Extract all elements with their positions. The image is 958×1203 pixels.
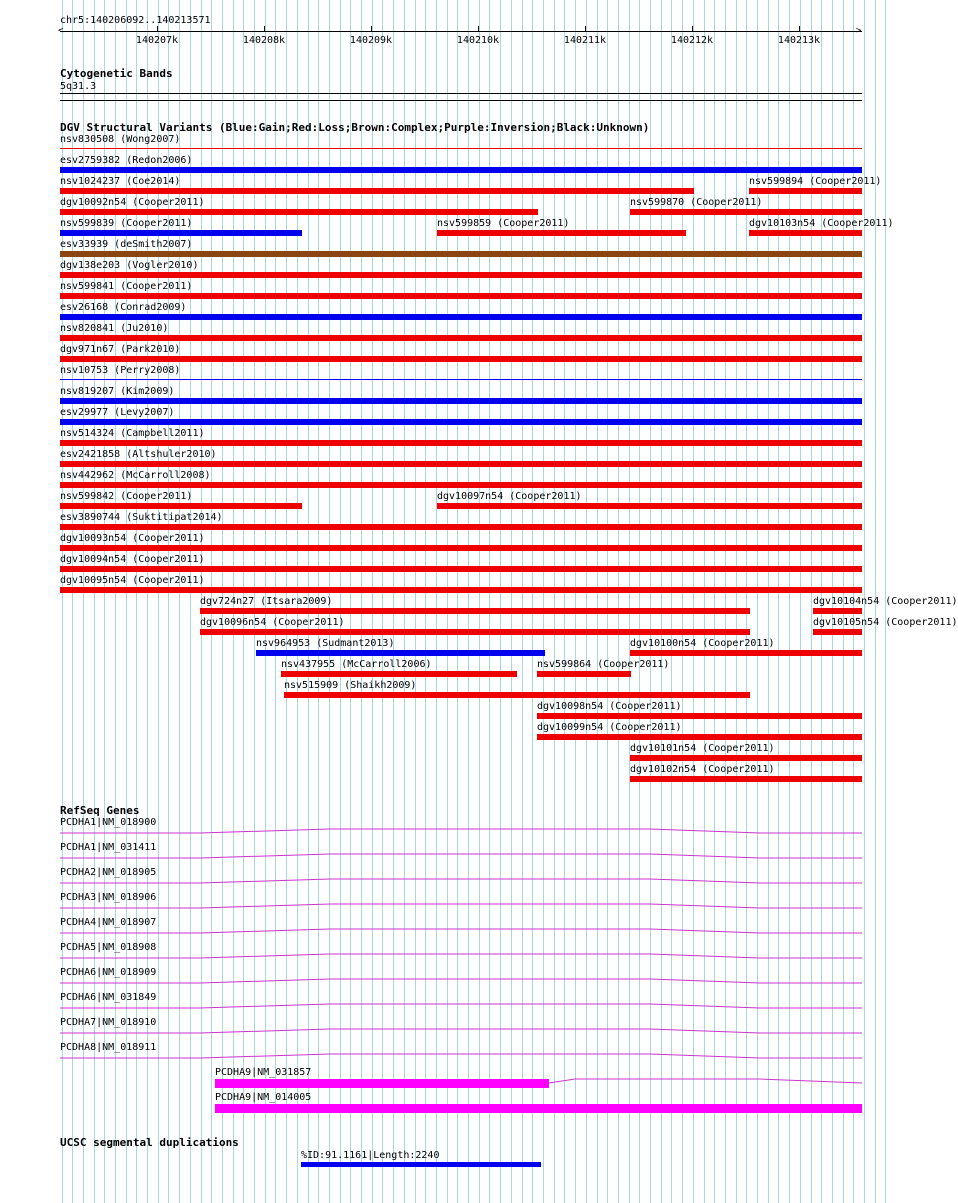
refseq-gene-intron-line[interactable] [60,954,862,958]
segdup-bar[interactable] [301,1162,541,1167]
dgv-variant-label[interactable]: dgv10100n54 (Cooper2011) [630,638,775,649]
ruler-tick-label: 140211k [563,35,607,46]
ruler-position: chr5:140206092..140213571 [60,15,211,26]
dgv-variant-label[interactable]: nsv819207 (Kim2009) [60,386,175,397]
refseq-gene-intron-line[interactable] [60,1029,862,1033]
refseq-gene-intron-line[interactable] [60,979,862,983]
segdup-label[interactable]: %ID:91.1161|Length:2240 [301,1150,440,1161]
dgv-variant-label[interactable]: nsv599864 (Cooper2011) [537,659,670,670]
dgv-variant-label[interactable]: esv33939 (deSmith2007) [60,239,193,250]
refseq-gene-exon[interactable] [215,1104,862,1113]
refseq-gene-label[interactable]: PCDHA9|NM_031857 [215,1067,312,1078]
refseq-gene-label[interactable]: PCDHA7|NM_018910 [60,1017,157,1028]
dgv-variant-label[interactable]: nsv820841 (Ju2010) [60,323,169,334]
refseq-gene-label[interactable]: PCDHA1|NM_031411 [60,842,157,853]
dgv-variant-label[interactable]: dgv10095n54 (Cooper2011) [60,575,205,586]
ruler-tick-label: 140210k [456,35,500,46]
dgv-variant-label[interactable]: nsv514324 (Campbell2011) [60,428,205,439]
dgv-variant-label[interactable]: dgv10104n54 (Cooper2011) [813,596,958,607]
dgv-variant-label[interactable]: dgv10103n54 (Cooper2011) [749,218,894,229]
dgv-variant-label[interactable]: nsv830508 (Wong2007) [60,134,181,145]
dgv-variant-label[interactable]: nsv599842 (Cooper2011) [60,491,193,502]
dgv-variant-label[interactable]: dgv10097n54 (Cooper2011) [437,491,582,502]
dgv-variant-label[interactable]: dgv10094n54 (Cooper2011) [60,554,205,565]
dgv-variant-label[interactable]: dgv10102n54 (Cooper2011) [630,764,775,775]
refseq-gene-intron-line[interactable] [60,829,862,833]
dgv-variant-label[interactable]: dgv10096n54 (Cooper2011) [200,617,345,628]
ruler-tick-label: 140213k [777,35,821,46]
dgv-variant-label[interactable]: nsv1024237 (Coe2014) [60,176,181,187]
ruler-right-arrow-icon: > [856,26,862,36]
refseq-gene-exon[interactable] [215,1079,549,1088]
refseq-gene-intron-line[interactable] [60,1004,862,1008]
refseq-gene-intron-line[interactable] [60,854,862,858]
dgv-variant-label[interactable]: dgv724n27 (Itsara2009) [200,596,333,607]
dgv-variant-label[interactable]: esv3890744 (Suktitipat2014) [60,512,223,523]
refseq-track-title: RefSeq Genes [60,804,140,817]
cyto-band-label: 5q31.3 [60,81,97,92]
dgv-variant-label[interactable]: dgv10092n54 (Cooper2011) [60,197,205,208]
dgv-variant-label[interactable]: dgv10105n54 (Cooper2011) [813,617,958,628]
refseq-gene-intron-line[interactable] [549,1079,862,1083]
dgv-variant-label[interactable]: nsv515909 (Shaikh2009) [284,680,417,691]
refseq-gene-label[interactable]: PCDHA8|NM_018911 [60,1042,157,1053]
dgv-variant-label[interactable]: esv2421858 (Altshuler2010) [60,449,217,460]
dgv-variant-label[interactable]: nsv437955 (McCarroll2006) [281,659,432,670]
dgv-variant-label[interactable]: nsv599841 (Cooper2011) [60,281,193,292]
segdup-track-title: UCSC segmental duplications [60,1136,239,1149]
refseq-gene-label[interactable]: PCDHA6|NM_031849 [60,992,157,1003]
ruler-tick-label: 140212k [670,35,714,46]
dgv-variant-label[interactable]: dgv138e203 (Vogler2010) [60,260,199,271]
refseq-gene-intron-line[interactable] [60,1054,862,1058]
dgv-variant-label[interactable]: nsv599894 (Cooper2011) [749,176,882,187]
ruler-tick-label: 140209k [349,35,393,46]
dgv-variant-label[interactable]: dgv971n67 (Park2010) [60,344,181,355]
dgv-variant-label[interactable]: nsv599839 (Cooper2011) [60,218,193,229]
dgv-variant-label[interactable]: dgv10099n54 (Cooper2011) [537,722,682,733]
dgv-variant-label[interactable]: esv26168 (Conrad2009) [60,302,187,313]
ruler-left-arrow-icon: < [58,26,64,36]
dgv-variant-label[interactable]: dgv10093n54 (Cooper2011) [60,533,205,544]
refseq-gene-intron-line[interactable] [60,904,862,908]
ruler-tick-label: 140208k [242,35,286,46]
refseq-gene-label[interactable]: PCDHA9|NM_014005 [215,1092,312,1103]
dgv-variant-label[interactable]: dgv10098n54 (Cooper2011) [537,701,682,712]
refseq-gene-label[interactable]: PCDHA4|NM_018907 [60,917,157,928]
dgv-variant-label[interactable]: esv2759382 (Redon2006) [60,155,193,166]
refseq-gene-label[interactable]: PCDHA3|NM_018906 [60,892,157,903]
refseq-gene-label[interactable]: PCDHA6|NM_018909 [60,967,157,978]
dgv-variant-label[interactable]: esv29977 (Levy2007) [60,407,175,418]
ruler-tick-label: 140207k [135,35,179,46]
refseq-gene-label[interactable]: PCDHA1|NM_018900 [60,817,157,828]
refseq-gene-label[interactable]: PCDHA2|NM_018905 [60,867,157,878]
refseq-gene-intron-line[interactable] [60,879,862,883]
dgv-track-title: DGV Structural Variants (Blue:Gain;Red:Loss;Brown:Complex;Purple:Inversion;Black:Unknown) [60,121,650,134]
dgv-variant-label[interactable]: nsv10753 (Perry2008) [60,365,181,376]
dgv-variant-label[interactable]: nsv442962 (McCarroll2008) [60,470,211,481]
dgv-variant-label[interactable]: nsv599859 (Cooper2011) [437,218,570,229]
refseq-gene-label[interactable]: PCDHA5|NM_018908 [60,942,157,953]
dgv-variant-label[interactable]: dgv10101n54 (Cooper2011) [630,743,775,754]
cyto-track-title: Cytogenetic Bands [60,67,173,80]
dgv-variant-label[interactable]: nsv964953 (Sudmant2013) [256,638,395,649]
dgv-variant-label[interactable]: nsv599870 (Cooper2011) [630,197,763,208]
refseq-gene-intron-line[interactable] [60,929,862,933]
